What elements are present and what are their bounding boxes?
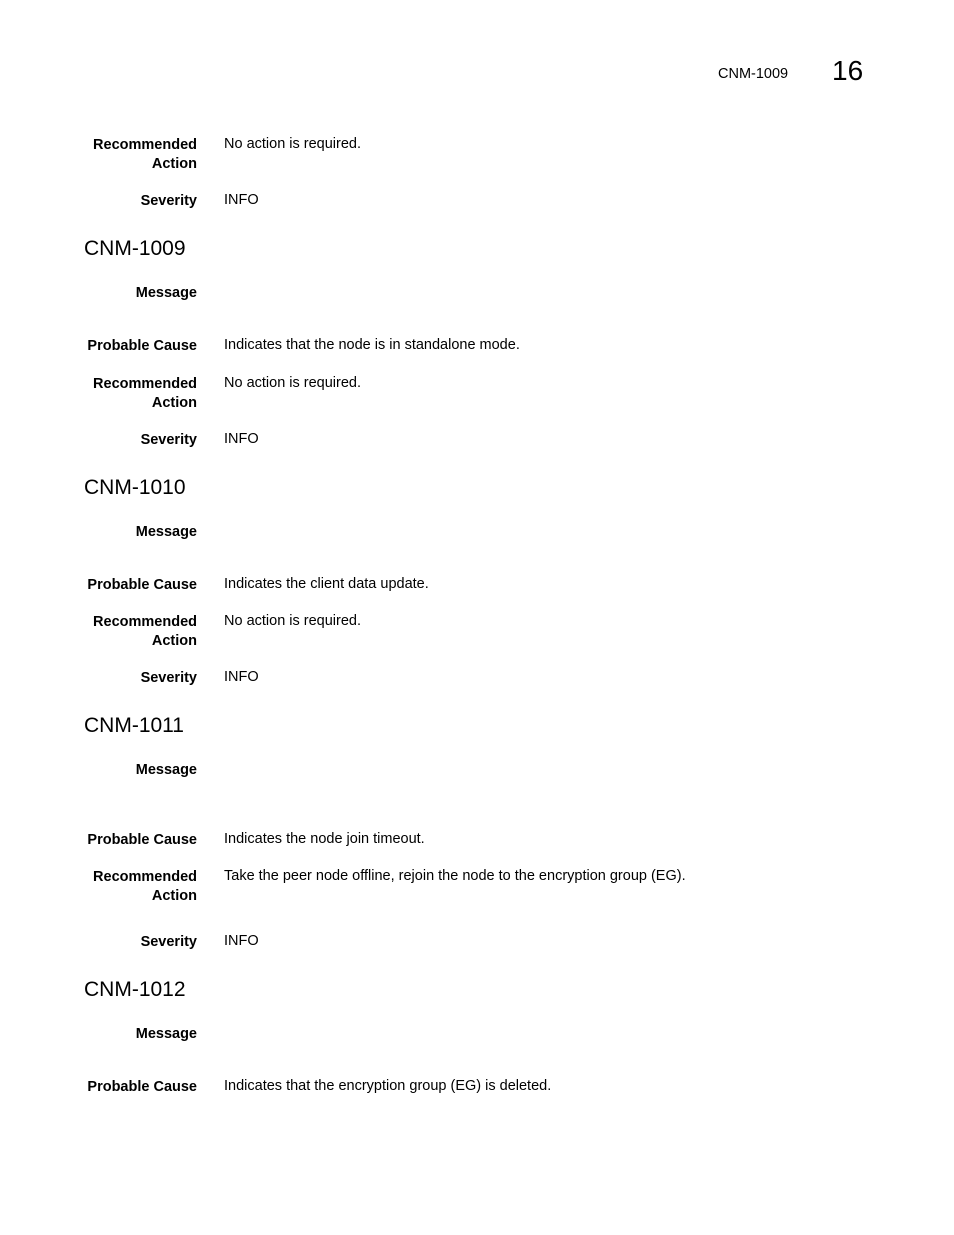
severity-label: Severity: [140, 432, 197, 448]
recommended-action-value: No action is required.: [224, 136, 362, 152]
running-header-section: CNM-1009: [718, 66, 789, 82]
recommended-label-line1: Recommended: [93, 137, 197, 153]
severity-label: Severity: [140, 934, 197, 950]
probable-cause-value: Indicates the node join timeout.: [224, 831, 425, 847]
recommended-label-line1: Recommended: [93, 376, 197, 392]
recommended-action-value: No action is required.: [224, 375, 362, 391]
severity-value: INFO: [224, 669, 259, 685]
probable-cause-label: Probable Cause: [87, 832, 197, 848]
probable-cause-value: Indicates that the encryption group (EG) is deleted.: [224, 1078, 552, 1094]
message-heading-cnm-1010: CNM-1010: [84, 476, 186, 499]
recommended-action-label: [60, 136, 197, 174]
message-label: Message: [135, 285, 197, 301]
recommended-label-line2: Action: [151, 633, 197, 649]
severity-label: Severity: [140, 670, 197, 686]
severity-value: INFO: [224, 933, 259, 949]
message-label: Message: [135, 1026, 197, 1042]
recommended-label-line2: Action: [151, 888, 197, 904]
message-heading-cnm-1009: CNM-1009: [84, 237, 186, 260]
recommended-label-line2: Action: [151, 395, 197, 411]
message-heading-cnm-1012: CNM-1012: [84, 978, 186, 1001]
probable-cause-label: Probable Cause: [87, 338, 197, 354]
probable-cause-label: Probable Cause: [87, 1079, 197, 1095]
recommended-action-label: [60, 375, 197, 413]
recommended-action-value: No action is required.: [224, 613, 362, 629]
probable-cause-label: Probable Cause: [87, 577, 197, 593]
recommended-label-line1: Recommended: [93, 614, 197, 630]
message-label: Message: [135, 524, 197, 540]
probable-cause-value: Indicates the client data update.: [224, 576, 429, 592]
severity-value: INFO: [224, 431, 259, 447]
chapter-number: 16: [832, 55, 864, 86]
recommended-action-label: [60, 613, 197, 651]
recommended-label-line1: Recommended: [93, 869, 197, 885]
severity-label: Severity: [140, 193, 197, 209]
recommended-action-label: [60, 868, 197, 906]
recommended-action-value: Take the peer node offline, rejoin the node to the encryption group (EG).: [224, 868, 686, 884]
message-heading-cnm-1011: CNM-1011: [84, 714, 184, 737]
recommended-label-line2: Action: [151, 156, 197, 172]
probable-cause-value: Indicates that the node is in standalone mode.: [224, 337, 520, 353]
message-label: Message: [135, 762, 197, 778]
severity-value: INFO: [224, 192, 259, 208]
